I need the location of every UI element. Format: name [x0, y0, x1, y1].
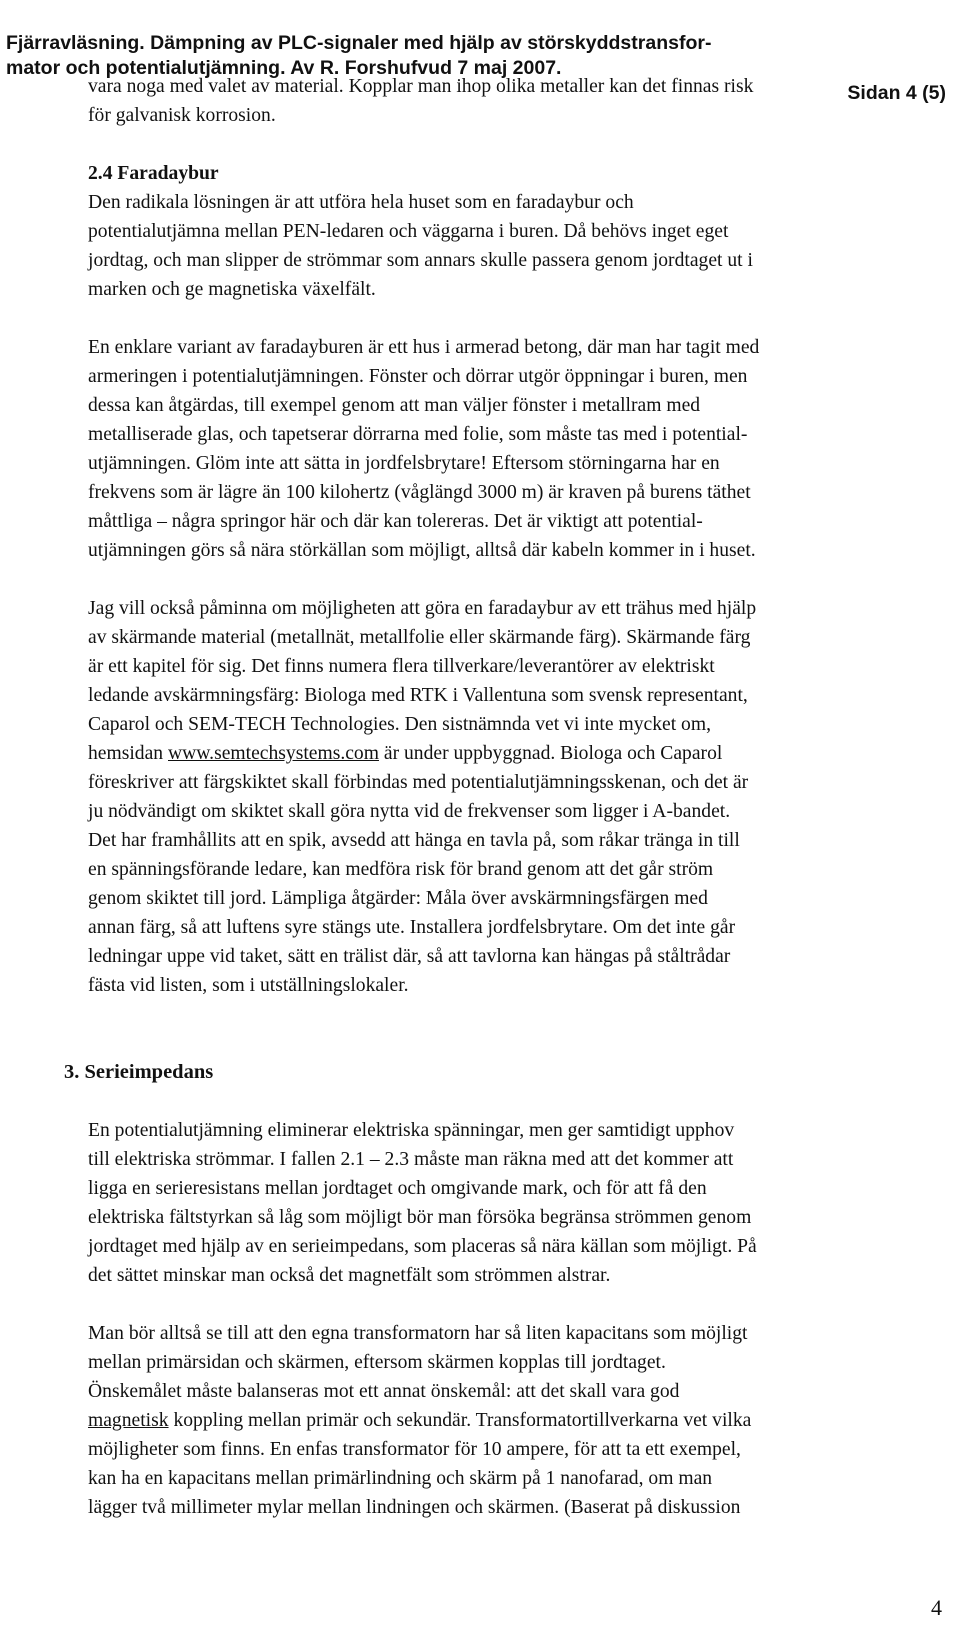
paragraph — [88, 1319, 950, 1522]
page-label: Sidan 4 (5) — [847, 82, 946, 104]
paragraph-text: koppling mellan primär och sekundär. Transformatortillverkarna vet vilka möjligheter som finns. En enfas transformator för 10 ampere, för att ta ett exempel, kan ha en kapacitans mellan primärlindning och skärm på 1 nanofarad, om man lägger två millimeter mylar mellan lindningen och skärmen. (Baserat på diskussion — [88, 1410, 752, 1518]
paragraph-text: Jag vill också påminna om möjligheten att göra en faradaybur av ett trähus med hjälp av skärmande material (metallnät, metallfolie eller skärmande färg). Skärmande färg är ett kapitel för sig. Det finns numera flera tillverkare/leverantörer av elektriskt ledande avskärmningsfärg: Biologa med RTK i Vallentuna som svensk representant, Caparol och SEM-TECH Technologies. Den sistnämnda vet vi inte mycket om, hemsidan — [88, 598, 757, 764]
document-body — [64, 72, 950, 1522]
semtech-link[interactable]: www.semtechsystems.com — [168, 743, 379, 764]
paragraph: Den radikala lösningen är att utföra hela huset som en faradaybur och potentialutjämna mellan PEN-ledaren och väggarna i buren. Då behövs inget eget jordtag, och man slipper de strömmar som annars skulle passera genom jordtaget ut i marken och ge magnetiska växelfält. — [88, 192, 753, 300]
page-number: 4 — [931, 1595, 942, 1620]
paragraph-text: Man bör alltså se till att den egna transformatorn har så liten kapacitans som möjligt mellan primärsidan och skärmen, eftersom skärmen kopplas till jordtaget. Önskemålet måste balanseras mot ett annat önskemål: att det skall vara god — [88, 1323, 748, 1402]
paragraph: En potentialutjämning eliminerar elektriska spänningar, men ger samtidigt upphov till elektriska strömmar. I fallen 2.1 – 2.3 måste man räkna med att det kommer att ligga en serieresistans mellan jordtaget och omgivande mark, och för att få den elektriska fältstyrkan så låg som möjligt bör man försöka begränsa strömmen genom jordtaget med hjälp av en serieimpedans, som placeras så nära källan som möjligt. På det sättet minskar man också det magnetfält som strömmen alstrar. — [88, 1120, 757, 1286]
paragraph: En enklare variant av faradayburen är ett hus i armerad betong, där man har tagit med armeringen i potentialutjämningen. Fönster och dörrar utgör öppningar i buren, men dessa kan åtgärdas, till exempel genom att man väljer fönster i metallram med metalliserade glas, och tapetserar dörrarna med folie, som måste tas med i potential- utjämningen. Glöm inte att sätta in jordfelsbrytare! Eftersom störningarna har en frekvens som är lägre än 100 kilohertz (våglängd 3000 m) är kraven på burens täthet måttliga – några springor här och där kan tolereras. Det är viktigt att potential- utjämningen görs så nära störkällan som möjligt, alltså där kabeln kommer in i huset. — [88, 337, 760, 561]
section-heading-2-4: 2.4 Faradaybur — [88, 163, 219, 184]
paragraph: vara noga med valet av material. Kopplar man ihop olika metaller kan det finnas risk för galvanisk korrosion. — [88, 76, 754, 126]
paragraph-text: är under uppbyggnad. Biologa och Caparol föreskriver att färgskiktet skall förbindas med potentialutjämningsskenan, och det är ju nödvändigt om skiktet skall göra nytta vid de frekvenser som ligger i A-bandet. Det har framhållits att en spik, avsedd att hänga en tavla på, som råkar tränga in till en spänningsförande ledare, kan medföra risk för brand genom att det går ström genom skiktet till jord. Lämpliga åtgärder: Måla över avskärmningsfärgen med annan färg, så att luftens syre stängs ute. Installera jordfelsbrytare. Om det inte går ledningar uppe vid taket, sätt en trälist där, så att tavlorna kan hängas på ståltrådar fästa vid listen, som i utställningslokaler. — [88, 743, 749, 996]
section-heading-3: 3. Serieimpedans — [64, 1061, 214, 1083]
underlined-word: magnetisk — [88, 1410, 169, 1431]
document-title: Fjärravläsning. Dämpning av PLC-signaler med hjälp av störskyddstransfor- mator och potentialutjämning. Av R. Forshufvud 7 maj 2007. — [6, 32, 712, 79]
paragraph — [88, 594, 950, 1000]
